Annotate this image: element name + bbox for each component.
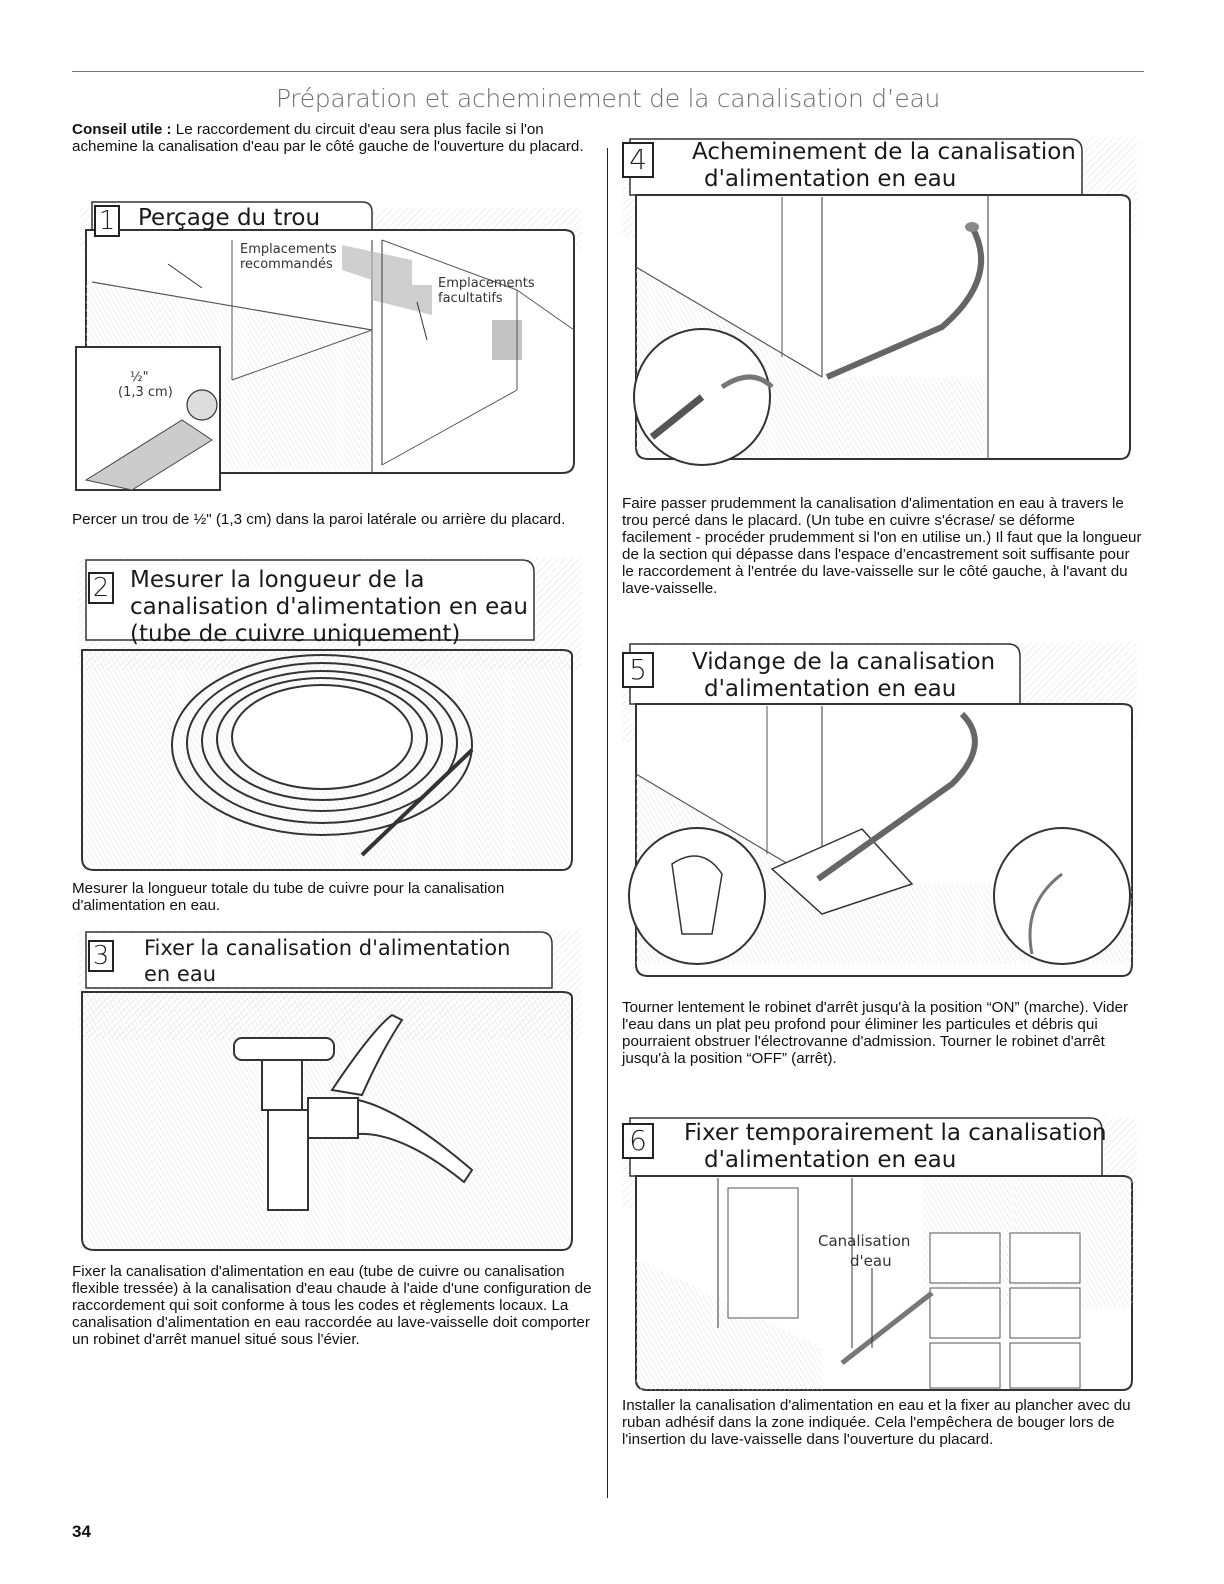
top-rule [72,71,1144,72]
step-4-caption: Faire passer prudemment la canalisation d'alimentation en eau à travers le trou percé dans le placard. (Un tube en cuivre s'écrase/ se déforme facilement - procéder prudemment si l'on en utilise un.) Il faut que la longueur de la section qui dépasse dans l'espace d’encastrement soit suffisante pour le raccordement à l'entrée du lave-vaisselle sur le côté gauche, à l'avant du lave-vaisselle. [622,495,1142,597]
step-2 [72,550,582,875]
label-water-line-b: d'eau [850,1252,892,1270]
step-2-caption: Mesurer la longueur totale du tube de cuivre pour la canalisation d'alimentation en eau. [72,880,505,914]
step-1-caption: Percer un trou de ½" (1,3 cm) dans la paroi latérale ou arrière du placard. [72,511,566,528]
step-4 [622,127,1137,467]
label-optional: Emplacements facultatifs [438,276,535,306]
step-5-title-line-2: d'alimentation en eau [704,676,957,702]
page-number: 34 [72,1522,91,1541]
step-3-title-line-2: en eau [144,962,217,986]
step-5-title-line-1: Vidange de la canalisation [692,649,996,675]
step-2-title-line-1: Mesurer la longueur de la [130,567,425,593]
label-recommended: Emplacements recommandés [240,242,337,272]
tip-label: Conseil utile : [72,121,172,138]
step-4-title-line-1: Acheminement de la canalisation [692,139,1076,165]
step-1-illustration [72,190,582,495]
step-5-caption: Tourner lentement le robinet d'arrêt jusqu'à la position “ON” (marche). Vider l'eau dans un plat peu profond pour éliminer les particules et débris qui pourraient obstruer l'électrovanne d'admission. Tourner le robinet d'arrêt jusqu'à la position “OFF” (arrêt). [622,999,1129,1067]
step-6 [622,1108,1137,1393]
label-water-line-a: Canalisation [818,1232,911,1250]
step-3 [72,920,582,1255]
column-divider [607,148,608,1498]
page-title: Préparation et acheminement de la canalisation d’eau [275,84,941,113]
step-3-caption: Fixer la canalisation d'alimentation en eau (tube de cuivre ou canalisation flexible tressée) à la canalisation d'eau chaude à l'aide d'une configuration de raccordement qui soit conforme à tous les codes et règlements locaux. La canalisation d'alimentation en eau raccordée au lave-vaisselle doit comporter un robinet d'arrêt manuel situé sous l'évier. [72,1263,592,1348]
step-6-caption: Installer la canalisation d'alimentation en eau et la fixer au plancher avec du ruban adhésif dans la zone indiquée. Cela l'empêchera de bouger lors de l'insertion du lave-vaisselle dans l'ouverture du placard. [622,1397,1131,1448]
step-2-title-line-3: (tube de cuivre uniquement) [130,621,461,647]
step-3-title-line-1: Fixer la canalisation d'alimentation [144,936,511,960]
step-1 [72,190,582,495]
step-5 [622,634,1137,976]
helpful-tip [72,121,592,155]
step-1-title: Perçage du trou [138,205,321,231]
tip-text: Le raccordement du circuit d'eau sera plus facile si l'on achemine la canalisation d'eau par le côté gauche de l'ouverture du placard. [72,121,584,155]
step-4-title-line-2: d'alimentation en eau [704,166,957,192]
step-2-title-line-2: canalisation d'alimentation en eau [130,594,528,620]
step-6-title-line-1: Fixer temporairement la canalisation [684,1120,1107,1146]
step-6-number: 6 [622,1123,654,1159]
step-6-title-line-2: d'alimentation en eau [704,1147,957,1173]
label-size-in: ½" [130,370,149,385]
step-1-number: 1 [94,205,120,237]
label-size-cm: (1,3 cm) [118,385,173,400]
step-2-number: 2 [88,572,114,604]
step-5-number: 5 [622,652,654,688]
step-3-number: 3 [88,940,114,972]
step-4-number: 4 [622,142,654,178]
